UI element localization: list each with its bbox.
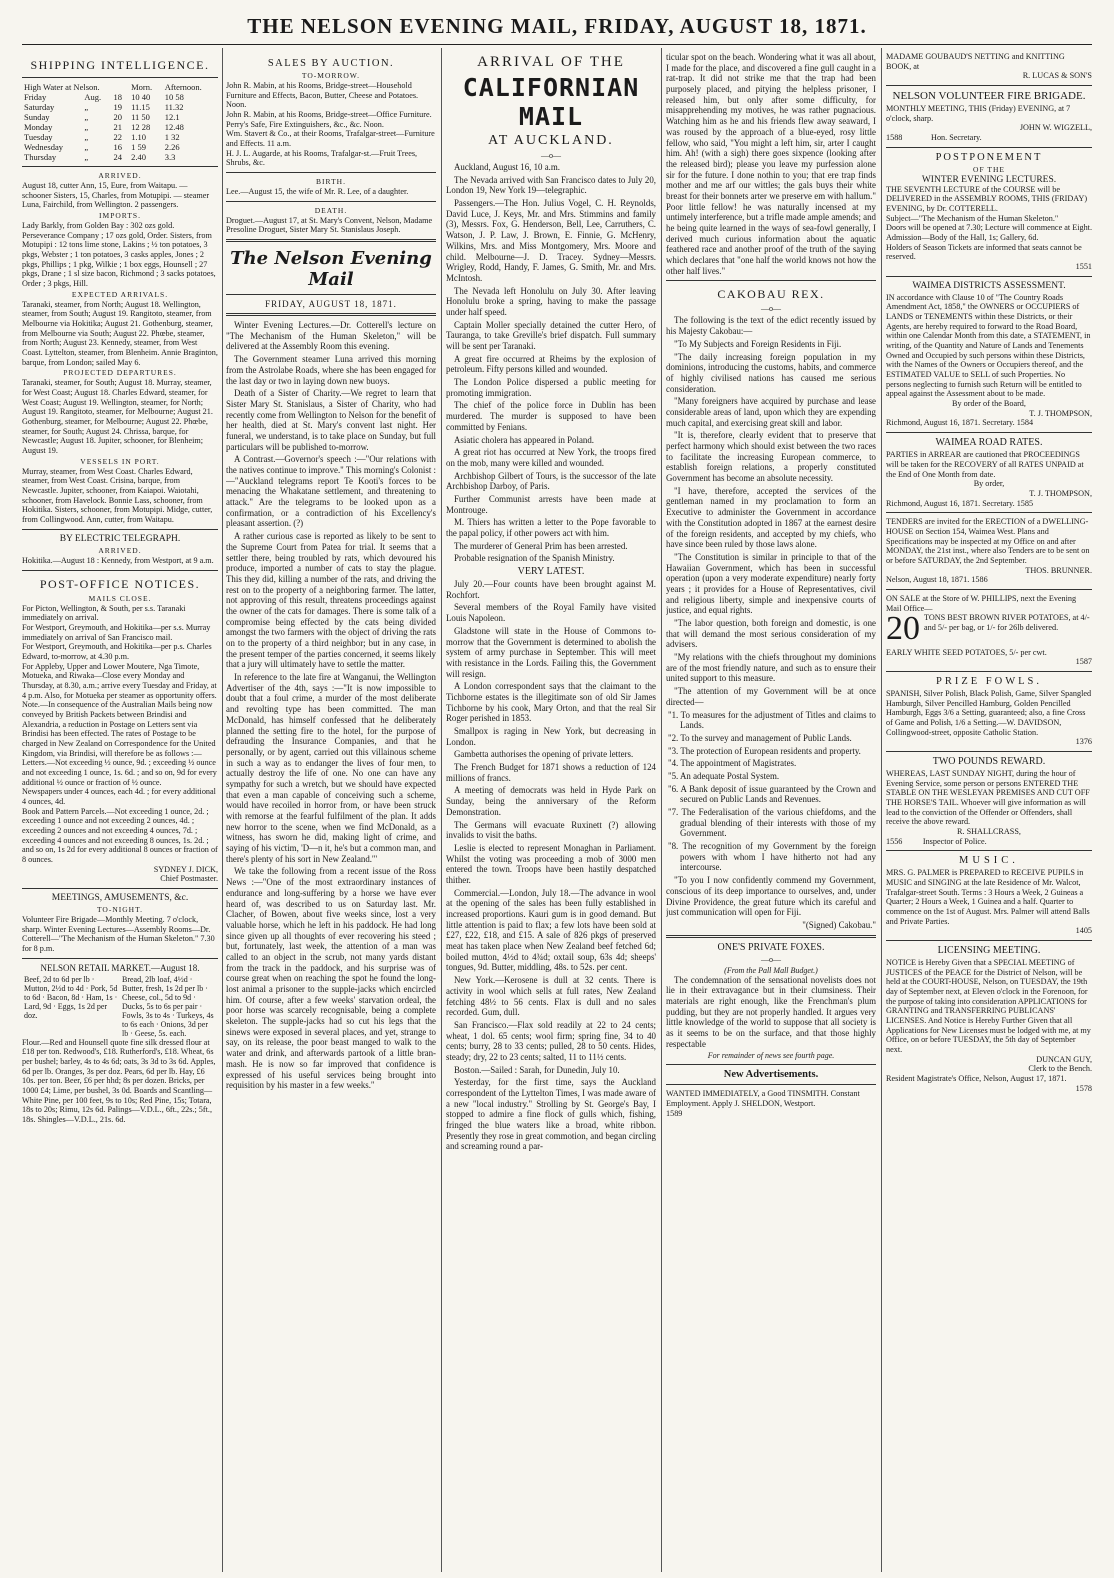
dateline: FRIDAY, AUGUST 18, 1871. [265,299,397,310]
road-rates-sign: T. J. THOMPSON, [1029,488,1092,498]
tide-row [22,102,218,112]
edict-paragraph: The following is the text of the edict recently issued by his Majesty Cakobau:— [666,315,876,337]
news-paragraph: Probable resignation of the Spanish Ministry. [454,553,615,564]
foxes-text: The condemnation of the sensational novelists does not lie in their extravagance but in their clumsiness. Their materials are right enough, like the Frenchman's plum pudding, but they are not properly handled. It argues very little knowledge of the world to suppose that all society is as it seems to be on the surface, and that those highly respectable [666,974,876,1049]
news-paragraph: Auckland, August 16, 10 a.m. [454,162,560,172]
latest-paragraph: Leslie is elected to represent Monaghan in Parliament. Whilst the voting was proceeding a mob of 3000 men entered the town. Troops have been hastily despatched thither. [446,842,656,885]
column-rule [222,48,223,1572]
column-5 [886,52,1092,1568]
ad-number: 1405 [1075,926,1092,936]
licensing-sign: DUNCAN GUY, [1036,1054,1092,1064]
auction-notice: John R. Mabin, at his Rooms, Bridge-street—Office Furniture. Perry's Safe, Fire Extinguishers, &c., &c. Noon. [226,110,432,129]
auction-notice: Wm. Stavert & Co., at their Rooms, Trafalgar-street—Furniture and Effects. 11 a.m. [226,129,435,149]
latest-paragraph: Gambetta authorises the opening of private letters. [454,749,634,760]
tide-cell: Tuesday [24,132,53,142]
fire-brigade-footer [886,133,1092,143]
market-heading: NELSON RETAIL MARKET.—August 18. [40,962,200,973]
divider [666,280,876,281]
postponement-subheading: WINTER EVENING LECTURES. [921,174,1057,185]
waimea-sign: T. J. THOMPSON, [1029,408,1092,418]
postponement-admission: Admission—Body of the Hall, 1s; Gallery, 6d. [886,233,1039,243]
tide-cell: 10 40 [131,92,151,102]
expected-text: Taranaki, steamer, from North; August 18. Wellington, steamer, from South; August 19. Rangitoto, steamer, from Melbourne via Hokitika; August 21. Gothenburg, steamer, from Melbourne via South; August 22. Phœbe, steamer, from North; August 23. Kennedy, steamer, from West Coast. Lyttelton, steamer, from Blenheim. Annie Braginton, barque, from London; sailed May 6. [22,299,218,367]
tenders-sign: THOS. BRUNNER. [1025,565,1092,575]
latest-paragraph: A meeting of democrats was held in Hyde Park on Sunday, being the anniversary of the Reform Demonstration. [446,785,656,817]
divider [22,570,218,571]
tide-cell: 2.40 [131,152,146,162]
mail-notice: For Westport, Greymouth, and Hokitika—per p.s. Charles Edward, to-morrow, at 4.30 p.m. [22,642,212,661]
cakobau-signature: "(Signed) Cakobau." [802,919,876,930]
birth-text: Lee.—August 15, the wife of Mr. R. Lee, of a daughter. [226,187,409,197]
news-paragraph: A great riot has occurred at New York, the troops fired on the mob, many were killed and wounded. [446,447,656,468]
edict-paragraph: "It is, therefore, clearly evident that to preserve that perfect harmony which should exist between the two races to facilitate the increasing European commerce, to establish foreign relations, a properly constituted Government has become an absolute necessity. [666,430,876,484]
edict-paragraph: "The attention of my Government will be at once directed— [666,686,876,707]
mails-heading: MAILS CLOSE. [88,593,152,603]
tenders-place: Nelson, August 18, 1871. [886,575,970,585]
market-table [22,975,218,1038]
prize-fowls-heading: PRIZE FOWLS. [935,675,1042,687]
mail-notice: Note.—In consequence of the Australian Mails being now conveyed by British Packets between Brindisi and Alexandria, a reduction in Postage on Letters sent via Brindisi has been effected. The rates of Postage to be charged in New Zealand on Correspondence for the United Kingdom, via Brindisi, will therefore be as follows :— [22,700,216,758]
tide-cell: 16 [113,142,123,152]
potatoes-lead: ON SALE at the Store of W. PHILLIPS, next the Evening Mail Office— [886,593,1077,613]
licensing-text: NOTICE is Hereby Given that a SPECIAL MEETING of JUSTICES of the PEACE for the District of Nelson, will be held at the COURT-HOUSE, Nelson, on TUESDAY, the 19th day of September next, at Eleven o'clock in the Forenoon, for the purpose of taking into consideration APPLICATIONS for GRANTING and TRANSFERRING PUBLICANS' LICENSES. And Notice is Hereby Further Given that all Applications for New Licenses must be lodged with me, at my Office, on or before TUESDAY, the 5th day of September next. [886,957,1091,1055]
divider [22,888,218,889]
tide-cell: 21 [113,122,123,132]
road-rates-footer [886,499,1092,509]
mail-notice: For Westport, Greymouth, and Hokitika—per s.s. Murray immediately on arrival of San Francisco mail. [22,622,211,642]
market-text: Flour.—Red and Hounsell quote fine silk dressed flour at £18 per ton. Redwood's, £18. Rutherford's, £18. Wheat, 6s per bushel; barley, 4s to 4s 6d; oats, 3s 3d to 3s 6d. Apples, 6d per lb. Oranges, 3s per doz. Pears, 6d per lb. Hay, £6 10s. per ton. Beer, £6 per hhd; 8s per dozen. Bricks, per 1000 £4; Lime, per bushel, 3s 0d. Boards and Scantling—White Pine, per 100 feet, 9s to 10s; Red Pine, 15s; Totara, 18s to 20s; Rimu, 12s 6d. Palings—V.D.L., 6ft., 22s.; 5ft., 18s. Shingles—V.D.L., 21s. 6d. [22,1037,216,1125]
tide-table [22,82,218,162]
tide-cell: „ [84,122,89,132]
birth-heading: BIRTH. [316,177,346,187]
projected-heading: PROJECTED DEPARTURES. [63,368,177,378]
californian-mail-heading: CALIFORNIAN MAIL [462,73,640,131]
telegraph-subheading: ARRIVED. [98,545,142,555]
sales-subheading: TO-MORROW. [301,71,361,80]
tide-row [22,112,218,122]
article-paragraph: We take the following from a recent issue of the Ross News :—"One of the most extraordinary instances of endurance and long-suffering by a horse we have ever heard of, was described to us on Saturday last. Mr. Clacher, of Bowen, about five weeks since, lost a very valuable horse, which he left in his paddock. He had long since given up all thoughts of ever recovering his steed ; but, fortunately, last week, the attention of a man was called to an object in the scrub, not many yards distant from the track in the paddock, and his surprise was of course great when on reaching the spot he found the long-lost animal a prisoner to the supple-jacks which encircled him. Of course, after a few weeks' starvation ordeal, the poor horse was scarcely recognisable, being a complete skeleton. The supple-jacks had so cut his legs that the sinews were exposed in several places, and yet, strange to say, on its release, the poor beast manged to walk to the water and drink, and afterwards partook of a little bran-mash. He is now so far improved that confidence is expressed of his useful services being brought into requisition by his master in a few weeks." [226,866,436,1091]
latest-paragraph: The Germans will evacuate Ruxinett (?) allowing invalids to visit the baths. [446,819,656,841]
projected-text: Taranaki, steamer, for South; August 18. Murray, steamer, for West Coast; August 18. Charles Edward, steamer, for West Coast; August 19. Wellington, steamer, for North; August 19. Rangitoto, steamer, for Melbourne; August 21. Gothenburg, steamer, for Melbourne; August 22. Phœbe, steamer, for South; August 24. Chrissa, barque, for Newcastle; August 18. Jupiter, schooner, for Blenheim; August 19. [22,378,213,456]
divider [886,751,1092,752]
imports-text: Lady Barkly, from Golden Bay : 302 ozs gold. Perseverance Company ; 17 ozs gold, Order. Sisters, from Motupipi : 12 tons lime stone, Lakins ; ½ ton potatoes, 3 pkgs, Webster ; 1 ton potatoes, 3 casks apples, Jones ; 2 pkgs, Phillips ; 1 pkg, Wilkie ; 1 box eggs, Hounsell ; 27 pkgs, Drane ; 1 sl size bacon, Richmond ; 3 sacks potatoes, Order ; 3 pkgs, Hill. [22,221,216,289]
ad-number: 1589 [666,1108,683,1118]
article-paragraph: Winter Evening Lectures.—Dr. Cotterell's lecture on "The Mechanism of the Human Skeleton," will be delivered at the Assembly Room this evening. [226,320,436,352]
postponement-subject: Subject—"The Mechanism of the Human Skeleton." [886,213,1059,223]
waimea-heading: WAIMEA DISTRICTS ASSESSMENT. [912,280,1066,291]
latest-paragraph: New York.—Kerosene is dull at 32 cents. There is activity in wool which sells at full rates, New Zealand fetching 48½ to 56 cents. Flax is dull and no sales recorded. Gum, dull. [446,975,656,1018]
tide-cell: 10 58 [164,92,184,102]
meetings-text: Volunteer Fire Brigade—Monthly Meeting. 7 o'clock, sharp. Winter Evening Lectures—Assembly Rooms—Dr. Cotterell—"The Mechanism of the Human Skeleton." 7.30 for 8 p.m. [22,914,215,953]
wanted-ad: WANTED IMMEDIATELY, a Good TINSMITH. Constant Employment. Apply J. SHELDON, Westport. [666,1089,860,1109]
tide-cell: „ [84,152,89,162]
edict-item: "3. The protection of European residents and property. [668,745,861,756]
tide-cell: 11.15 [131,102,150,112]
latest-paragraph: San Francisco.—Flax sold readily at 22 to 24 cents; wheat, 1 dol. 65 cents; wool firm; spring fine, 34 to 40 cents; burry, 28 to 33 cents; pulled, 28 to 50 cents. Hides, steady; dry, 22 to 23 cents; salted, 11 to 11½ cents. [446,1019,656,1062]
tenders-footer [886,575,1092,585]
fire-brigade-heading: NELSON VOLUNTEER FIRE BRIGADE. [892,90,1086,103]
tide-cell: „ [84,132,89,142]
edict-paragraph: "The labor question, both foreign and domestic, is one that will demand the most serious consideration of my advisers. [666,618,876,650]
postmaster-name: SYDNEY J. DICK, [153,864,218,874]
latest-paragraph: Yesterday, for the first time, says the Auckland correspondent of the Lyttelton Times, I was made aware of a new "local industry." Strolling by St. George's Bay, I stopped to admire a fine flock of gulls which, fishing, fringed the blue waters like a broad, white ribbon. Presently they rose in great commotion, and began circling and screaming round a par- [446,1077,656,1152]
sales-heading: SALES BY AUCTION. [267,58,395,69]
tide-cell: 3.3 [164,152,176,162]
reward-text: WHEREAS, LAST SUNDAY NIGHT, during the hour of Evening Service, some person or persons ENTERED THE STABLE ON THE WESLEYAN PREMISES AND CUT OFF THE HORSE'S TAIL. Whoever will give information as will lead to the conviction of the Offender or Offenders, shall receive the above reward. [886,768,1090,827]
postponement-of: OF THE [973,164,1005,174]
latest-heading: VERY LATEST. [517,566,585,578]
tide-cell: Monday [24,122,53,132]
meetings-subheading: TO-NIGHT. [96,904,143,914]
sales-list [226,81,436,168]
postmaster-title: Chief Postmaster. [160,874,218,884]
divider [226,313,436,316]
tide-cell: 11 50 [131,112,150,122]
divider [886,512,1092,513]
fire-brigade-sign: JOHN W. WIGZELL, [1019,123,1092,133]
divider [226,201,436,202]
column-rule [441,48,442,1572]
latest-paragraph: Boston.—Sailed : Sarah, for Dunedin, July 10. [454,1064,620,1075]
news-paragraph: The Nevada arrived with San Francisco dates to July 20, London 19, New York 19—telegraphic. [446,174,656,196]
news-paragraph: Archbishop Gilbert of Tours, is the successor of the late Archbishop Darboy, of Paris. [446,470,656,492]
cakobau-body [666,315,876,707]
tide-cell: 11.32 [164,102,184,112]
death-text: Droguet.—August 17, at St. Mary's Convent, Nelson, Madame Presoline Droguet, Sister Mary St. Stanislaus Joseph. [226,215,433,235]
mail-notice: Newspapers under 4 ounces, each 4d. ; for every additional 4 ounces, 4d. [22,787,216,806]
news-paragraph: The London Police dispersed a public meeting for promoting immigration. [446,377,656,398]
tide-header: High Water at Nelson. [24,82,100,92]
road-rates-heading: WAIMEA ROAD RATES. [935,437,1043,449]
ad-number: 1585 [1016,498,1034,508]
news-paragraph: The Nevada left Honolulu on July 30. After leaving Honolulu broke a spring, having to make the passage under half speed. [446,285,656,317]
ad-number: 1588 [886,133,903,143]
column-4 [666,52,876,1568]
potatoes-text: TONS BEST BROWN RIVER POTATOES, at 4/- and 5/- per bag, or 1/- for 26lb delivered. [924,613,1090,632]
fire-brigade-text: MONTHLY MEETING, THIS (Friday) EVENING, at 7 o'clock, sharp. [886,104,1071,123]
auckland-heading: AT AUCKLAND. [488,133,614,148]
article-paragraph: The Government steamer Luna arrived this morning from the Astrolabe Roads, where she has been engaged for the last day or two in laying down new buoys. [226,354,436,386]
shipping-heading: SHIPPING INTELLIGENCE. [30,58,210,72]
news-paragraph: The murderer of General Prim has been arrested. [454,540,628,551]
ad-number: 1556 [886,836,903,846]
tide-row [22,142,218,152]
divider [666,935,876,938]
expected-heading: EXPECTED ARRIVALS. [71,289,169,299]
edict-paragraph: "The Constitution is similar in principle to that of the Hawaiian Government, which has been in successful operation (upon a very moderate expenditure) nearly forty years ; it provides for a House of Representatives, civil and religious liberty, simple and inexpensive courts of justice, and equal rights. [666,551,876,616]
meetings-heading: MEETINGS, AMUSEMENTS, &c. [51,892,189,903]
fire-brigade-title: Hon. Secretary. [931,133,982,143]
latest-paragraph: July 20.—Four counts have been brought against M. Rochfort. [446,579,656,600]
article-paragraph: In reference to the late fire at Wanganui, the Wellington Advertiser of the 4th, says :—"It is now impossible to doubt that a foul crime, a murder of the most deliberate and revolting type has been committed. The man McDonald, has himself confessed that he deliberately planned the setting fire to the hotel, for the purpose of defrauding the Insurance Companies, and that he personally, or by agent, carried out this villainous scheme in such a way as to endanger the lives of four men, to actually destroy the life of one. No one can have any sympathy for such a wretch, but we should have expected that even a man capable of conceiving such a scheme, would have recoiled in horror from, or have been struck with remorse at the fearful fulfilment of the plan. It adds new horror to the scene, when we find McDonald, as a witness, has sworn he did, making light of crime, and saying of his victim, 'D—n it, he's but a common man, and there's plenty of his sort in New Zealand.'" [226,672,436,864]
divider [22,166,218,167]
seed-potatoes-text: EARLY WHITE SEED POTATOES, 5/- per cwt. [886,647,1047,657]
tide-row [22,92,218,102]
market-right: Bread, 2lb loaf, 4½d · Butter, fresh, 1s 2d per lb · Cheese, col., 5d to 9d · Ducks, 5s to 6s per pair · Fowls, 3s to 4s · Turkeys, 4s to 6s each · Onions, 3d per lb · Geese, 5s. each. [122,974,214,1038]
divider [886,147,1092,148]
ornament: —o— [761,954,781,964]
column-3 [446,52,656,1568]
edict-item: "5. An adequate Postal System. [668,770,780,781]
tide-cell: 24 [113,152,123,162]
article-paragraph: Death of a Sister of Charity.—We regret to learn that Sister Mary St. Stanislaus, a Sister of Charity, who had recently come from Wellington to Nelson for the benefit of her health, died at St. Mary's convent last night. Her funeral, we understand, is to take place on Sunday, but full particulars will be published to-morrow. [226,388,436,452]
tide-header: Morn. [131,82,153,92]
road-rates-order: By order, [973,479,1005,489]
new-ads-heading: New Advertisements. [723,1069,819,1081]
potatoes-ad [886,610,1092,648]
masthead: The Nelson Evening Mail [230,248,432,291]
potatoes-quantity: 20 [886,610,920,648]
edict-paragraph: "The daily increasing foreign population in my dominions, introducing the customs, habits, and commerce of highly civilised nations has caused me serious consideration. [666,351,876,394]
tide-header-row [22,82,218,92]
telegraph-text: Hokitika.—August 18 : Kennedy, from Westport, at 9 a.m. [22,555,214,565]
tide-cell: 1 32 [164,132,180,142]
reward-sign: R. SHALLCRASS, [957,826,1021,836]
tide-cell: 1 59 [131,142,146,152]
latest-body [446,579,656,1152]
tide-cell: 12.48 [164,122,184,132]
licensing-heading: LICENSING MEETING. [937,944,1041,956]
column-rule [881,48,882,1572]
foxes-source: (From the Pall Mall Budget.) [724,965,818,975]
divider [226,172,436,173]
mail-notice: Book and Pattern Parcels.—Not exceeding 1 ounce, 2d. ; exceeding 1 ounce and not exceeding 2 ounces, 4d. ; exceeding 2 ounces and not exceeding 4 ounces, 7d. ; exceeding 4 ounces and not exceeding 8 ounces, 1s. 2d. ; and so on, 1s 2d for every additional 8 ounces or fraction of 8 ounces. [22,806,218,864]
edict-paragraph: "My relations with the chiefs throughout my dominions are of the most friendly nature, and such as to ensure their united support to this measure. [666,652,876,684]
ad-number: 1551 [1075,262,1092,272]
ad-number: 1586 [971,575,988,585]
tenders-text: TENDERS are invited for the ERECTION of a DWELLING-HOUSE on Section 154, Waimea West. Plans and Specifications may be inspected at my Office on and after MONDAY, the 21st inst., where also Tenders are to be sent on or before SATURDAY, the 2nd September. [886,517,1090,565]
tide-header: Afternoon. [164,82,202,92]
tide-row [22,152,218,162]
waimea-title: Secretary. [982,418,1015,428]
edict-item: "4. The appointment of Magistrates. [668,758,797,769]
music-text: MRS. G. PALMER is PREPARED to RECEIVE PUPILS in MUSIC and SINGING at the late Residence of Mr. Walcot, Trafalgar-street South. Terms : 3 Hours a Week, 2 Guineas a Quarter; 2 Hours a Week, 1 Guinea and a half. Quarter to commence on the 1st of August. Mrs. Palmer will attend Balls and Private Parties. [886,868,1090,926]
news-paragraph: A great fire occurred at Rheims by the explosion of petroleum. Fifty persons killed and wounded. [446,353,656,375]
licensing-place: Resident Magistrate's Office, Nelson, August 17, 1871. [886,1074,1067,1084]
divider [666,1064,876,1065]
tide-row [22,122,218,132]
arrived-heading: ARRIVED. [98,171,142,180]
latest-paragraph: A London correspondent says that the claimant to the Tichborne estates is the illegitimate son of old Sir James Tichborne by his cook, Mary Orton, and that the real Sir Roger perished in 1853. [446,681,656,724]
tide-cell: Aug. [84,92,102,102]
tide-cell: Friday [24,92,47,102]
tide-cell: Saturday [24,102,55,112]
divider [666,1084,876,1085]
postponement-doors: Doors will be opened at 7.30; Lecture will commence at Eight. [886,223,1092,233]
arrived-text: August 18, cutter Ann, 15, Eure, from Waitapu. — schooner Sisters, 15, Charles, from Motupipi. — steamer Luna, Fairchild, from Wellington. 2 passengers. [22,181,210,210]
latest-paragraph: Smallpox is raging in New York, but decreasing in London. [446,726,656,747]
column-1 [22,52,218,1568]
news-paragraph: Captain Moller specially detained the cutter Hero, of Tauranga, to take Greville's brief dispatch. Full summary will be sent per Taranaki. [446,319,656,351]
licensing-title: Clerk to the Bench. [1028,1064,1092,1074]
divider [22,958,218,959]
lucas-sign: R. LUCAS & SON'S [1022,71,1092,81]
latest-paragraph: Several members of the Royal Family have visited Louis Napoleon. [446,602,656,624]
latest-paragraph: Gladstone will state in the House of Commons to-morrow that the Government is determined to abolish the system of army purchase in September. This will meet with resistance in the Lords. Failing this, the Government will resign. [446,625,656,679]
divider [886,671,1092,672]
tide-cell: 1.10 [131,132,146,142]
tide-row [22,132,218,142]
divider [886,432,1092,433]
continued-paragraph: ticular spot on the beach. Wondering what it was all about, I made for the place, and discovered a fine gull caught in a rat-trap. It did not strike me that the trap had been purposely placed, and pitying the helpless prisoner, I released him, but only after some difficulty, for misapprehending my motives, he was rather pugnacious. Watching him as he and his friends flew away seaward, I was roused by the approach of a blue-eyed, rosy little fellow, who said, "You might a left him, sir, arter I caught him. Ah! (with a sigh) there goes sixpence (looking after the released bird); please you leave my purfession alone sir for the future. I done nothin to you; that ere trap finds mother and me arf our wittles; the gals buys their white breast for their bonnets arter we preserve em with hallum." Poor little fellow! he was naturally incensed at my untimely interference, but a trifle made ample amends; and he being quite learned in the ways of sea-fowl generally, I derived much curious information about the aquatic feathered race and another proof of the truth of the saying which declares that "one half the world knows not how the other half lives." [666,52,876,276]
tide-cell: Thursday [24,152,57,162]
divider [226,294,436,295]
latest-paragraph: Commercial.—London, July 18.—The advance in wool at the opening of the sales has been fully established in increased proportions. Kauri gum is in good demand. But little attention is paid to flax; a few lots have been sold at £27, £22, £18, and £15. A sale of 826 pkgs of preserved meat has taken place when New Zealand beef fetched 6d; boiled mutton, 4½d to 4¾d; oxtail soup, 63s 4d; sheeps' tongues, 9d. Butter, middling, 48s. to 52s. per cent. [446,887,656,973]
ad-number: 1376 [1075,737,1092,747]
postponement-text: THE SEVENTH LECTURE of the COURSE will be DELIVERED in the ASSEMBLY ROOMS, THIS (FRIDAY) EVENING, by Dr. COTTERELL. [886,184,1088,214]
news-paragraph: Asiatic cholera has appeared in Poland. [454,434,594,445]
tide-cell: 12.1 [164,112,180,122]
mail-notice: For Appleby, Upper and Lower Moutere, Nga Timote, Motueka, and Riwaka—Close every Monday and Thursday, at 8.30, a.m.; arrive every Tuesday and Friday, at 4 p.m. Also, for Motueka per steamer as opportunity offers. [22,661,217,700]
mails-list [22,604,218,865]
divider [22,77,218,78]
news-paragraph: M. Thiers has written a letter to the Pope favorable to the papal policy, if other powers act with him. [446,517,656,538]
tide-cell: „ [84,102,89,112]
ornament: —o— [541,151,561,160]
postponement-heading: POSTPONEMENT [935,151,1043,163]
latest-paragraph: The French Budget for 1871 shows a reduction of 124 millions of francs. [446,762,656,783]
vessels-text: Murray, steamer, from West Coast. Charles Edward, steamer, from West Coast. Crisina, barque, from Newcastle. Jupiter, schooner, from Kaiapoi. Waiotahi, schooner, from Havelock. Bonnie Lass, schooner, from Hokitika. Sisters, schooner, from Motupipi. Midge, cutter, from Collingwood. Ann, cutter, from Waitapu. [22,466,213,525]
cakobau-heading: CAKOBAU REX. [717,287,825,302]
road-rates-text: PARTIES in ARREAR are cautioned that PROCEEDINGS will be taken for the RECOVERY of all RATES UNPAID at the End of One Month from date. [886,450,1084,479]
divider [22,529,218,530]
road-rates-title: Secretary. [982,498,1015,508]
tide-cell: 19 [113,102,123,112]
ornament: —o— [761,304,781,314]
edict-paragraph: "Many foreigners have acquired by purchase and lease considerable areas of land, upon which they are expending much capital, and exercising great skill and labor. [666,396,876,428]
column-2 [226,52,436,1568]
editorial-body [226,320,436,1091]
ad-number: 1584 [1016,418,1034,428]
waimea-order: By order of the Board, [952,399,1026,409]
edict-item: "1. To measures for the adjustment of Titles and claims to Lands. [668,709,876,731]
tide-cell: Sunday [24,112,50,122]
divider [886,589,1092,590]
top-rule [22,44,1092,45]
news-paragraph: Passengers.—The Hon. Julius Vogel, C. H. Reynolds, David Luce, J. Keys, Mr. and Mrs. Stimmins and family (3), Messrs. Fox, G. Henderson, Bell, Lee, Carruthers, C. Watson, J. P. Law, J. Brown, E. Finnie, G. McHenry, Wilkins, Mrs. and Miss Montgomery, Mrs. Moore and child. Melbourne—J. D. Tracey. Sydney—Messrs. Wrigley, Rodd, Handy, F. James, G. Smith, Mr. and Mrs. McIntosh. [446,198,656,283]
auction-notice: H. J. L. Augarde, at his Rooms, Trafalgar-st.—Fruit Trees, Shrubs, &c. [226,148,418,168]
mail-notice: For Picton, Wellington, & South, per s.s. Taranaki immediately on arrival. [22,603,186,623]
imports-heading: IMPORTS. [99,211,141,221]
article-paragraph: A rather curious case is reported as likely to be sent to the Supreme Court from Patea for trial. It seems that a settler there, being troubled by rats, which devoured his produce, imported a number of cats to stay the plague. This they did, killing a number of the rats, and driving the rest on to the property of a neighboring farmer. The latter, not approving of this result, threatens proceedings against the owner of the cats for damages. There is some talk of a compromise being effected by the cats being divided amongst the two farmers with the object of driving the rats on to the property of a third neighbor; but in any case, in the present temper of the parties concerned, it seems likely that a jury will ultimately have to settle the matter. [226,531,436,670]
divider [886,85,1092,86]
reward-footer [886,837,1092,847]
death-heading: DEATH. [314,205,348,215]
vessels-heading: VESSELS IN PORT. [80,456,160,466]
telegraph-heading: BY ELECTRIC TELEGRAPH. [59,533,181,544]
tide-cell: 12 28 [131,122,151,132]
arrival-heading: ARRIVAL OF THE [477,54,625,70]
mail-notice: Letters.—Not exceeding ½ ounce, 9d. ; exceeding ½ ounce and not exceeding 1 ounce, 1s. 6d. ; and so on, 9d for every additional ½ ounce or fraction of ½ ounce. [22,758,217,787]
divider [886,850,1092,851]
edict-paragraph: "To My Subjects and Foreign Residents in Fiji. [674,338,842,349]
ad-number: 1578 [1075,1083,1092,1093]
tide-cell: 20 [113,112,123,122]
waimea-place: Richmond, August 16, 1871. [886,418,981,428]
edict-paragraph: "I have, therefore, accepted the services of the gentleman named in my proclamation to form an Executive to administer the Government in accordance with the Constitution adopted in 1867 at the earnest desire of the foreign residents, and accepted by my chiefs, who have since been ruled by those laws alone. [666,485,876,550]
cakobau-list [666,710,876,874]
cakobau-close: "To you I now confidently commend my Government, conscious of its deep importance to ourselves, and, under Divine Providence, the great future which its careful and just communication will open for Fiji. [666,875,876,918]
foxes-heading: ONE'S PRIVATE FOXES. [717,941,825,953]
tide-cell: „ [84,112,89,122]
tide-cell: 18 [113,92,123,102]
news-paragraph: Further Communist arrests have been made at Montrouge. [446,493,656,515]
edict-item: "7. The Federalisation of the various chiefdoms, and the gradual blending of their interests with those of my Government. [668,807,876,839]
edict-item: "8. The recognition of my Government by the foreign powers with whom I have hitherto not had any intercourse. [668,841,876,873]
divider [886,940,1092,941]
news-paragraph: The chief of the police force in Dublin has been murdered. The murder is supposed to have been committed by Fenians. [446,400,656,432]
reward-title: Inspector of Police. [922,836,987,846]
auction-notice: John R. Mabin, at his Rooms, Bridge-street—Household Furniture and Effects, Bacon, Butter, Cheese and Potatoes. Noon. [226,81,419,110]
tide-cell: „ [84,142,89,152]
divider [226,239,436,242]
news-body [446,162,656,564]
netting-book-ad: MADAME GOUBAUD'S NETTING and KNITTING BOOK, at [886,52,1065,71]
tide-cell: 22 [113,132,123,142]
edict-item: "6. A Bank deposit of issue guaranteed by the Crown and secured on Public Lands and Revenues. [668,783,876,805]
waimea-text: IN accordance with Clause 10 of "The Country Roads Amendment Act, 1858," the OWNERS or OCCUPIERS of LANDS or TENEMENTS within these Districts, or their Agents, are hereby required to forward to the Road Board, within one Calendar Month from this date, a STATEMENT, in writing, of the Quantity and Nature of Lands and Tenements Owned and Occupied by such persons within these Districts, with the Names of the Owners or Occupiers thereof, and the ESTIMATED VALUE to SELL of such Properties. No persons neglecting to furnish such Return will be entitled to appeal against the Assessment about to be made. [886,292,1091,399]
music-heading: MUSIC. [959,855,1019,867]
prize-fowls-text: SPANISH, Silver Polish, Black Polish, Game, Silver Spangled Hamburgh, Silver Pencilled Hamburg, Golden Pencilled Hamburgh, Eggs 3/6 a Setting, guaranteed; also, a fine Cross of Game and Polish, 1/6 a Setting.—W. DAVIDSON, Collingwood-street, opposite Catholic Station. [886,688,1092,737]
post-office-heading: POST-OFFICE NOTICES. [39,576,201,591]
page-title: THE NELSON EVENING MAIL, FRIDAY, AUGUST 18, 1871. [247,14,867,38]
edict-item: "2. To the survey and management of Public Lands. [668,732,852,743]
postponement-tickets: Holders of Season Tickets are informed that seats cannot be reserved. [886,242,1082,262]
tide-cell: Wednesday [24,142,63,152]
tide-cell: 2.26 [164,142,180,152]
road-rates-place: Richmond, August 16, 1871. [886,498,981,508]
market-left: Beef, 2d to 6d per lb · Mutton, 2½d to 4d · Pork, 5d to 6d · Bacon, 8d · Ham, 1s · Lard, 9d · Eggs, 1s 2d per doz. [24,974,118,1020]
reward-heading: TWO POUNDS REWARD. [932,755,1046,767]
divider [886,276,1092,277]
column-rule [661,48,662,1572]
article-paragraph: A Contrast.—Governor's speech :—"Our relations with the natives continue to improve." This morning's Colonist :—"Auckland telegrams report Te Kooti's forces to be menacing the Whakatane settlement, and threatening to attack." Are the telegrams to be looked upon as a confirmation, or a contradiction of his Excellency's pleasant assertion. (?) [226,454,436,529]
foxes-continued: For remainder of news see fourth page. [707,1051,835,1061]
ad-number: 1587 [1075,657,1092,667]
waimea-footer [886,418,1092,428]
